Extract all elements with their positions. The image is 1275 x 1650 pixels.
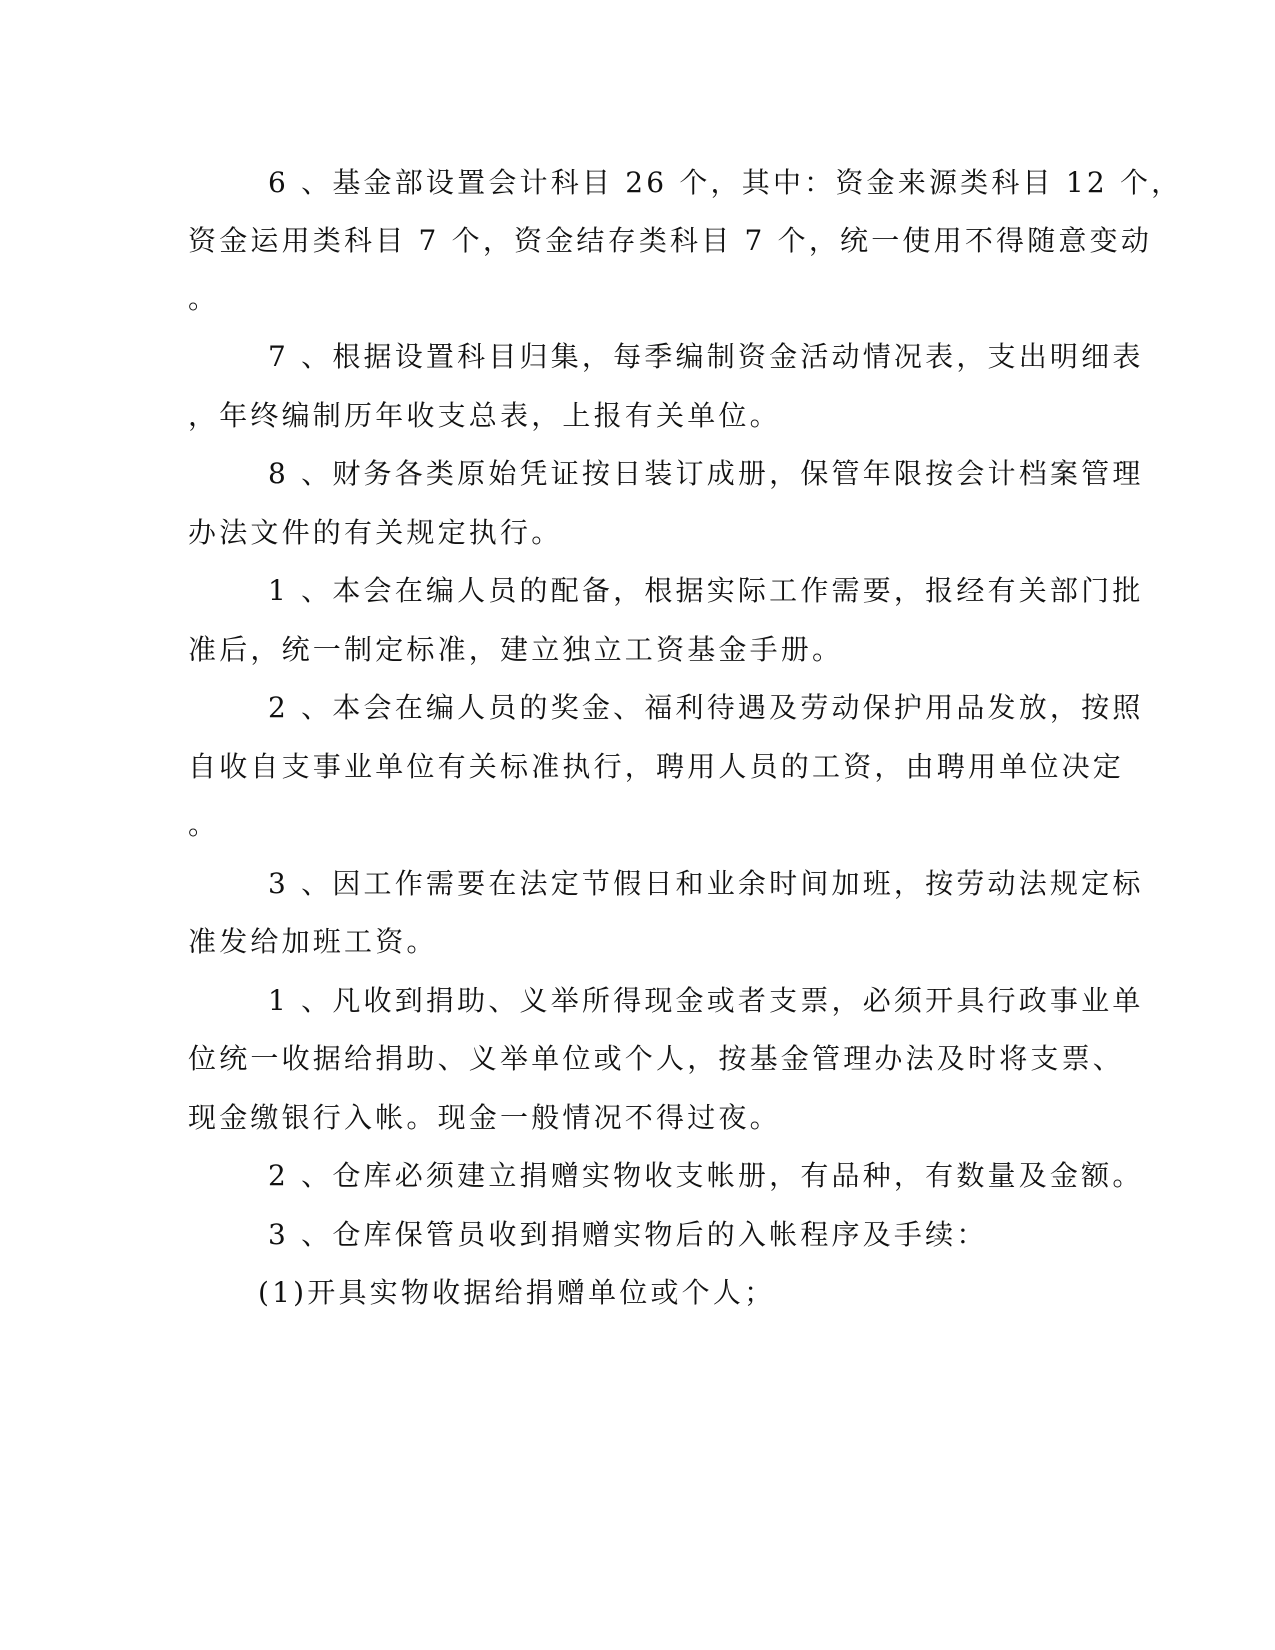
paragraph-line: 6 、基金部设置会计科目 26 个，其中：资金来源类科目 12 个， (268, 166, 1183, 199)
paragraph-line: 办法文件的有关规定执行。 (188, 516, 563, 549)
paragraph-line: 1 、本会在编人员的配备，根据实际工作需要，报经有关部门批 (268, 574, 1144, 607)
paragraph-line: 8 、财务各类原始凭证按日装订成册，保管年限按会计档案管理 (268, 457, 1144, 490)
paragraph-line: 7 、根据设置科目归集，每季编制资金活动情况表，支出明细表 (268, 340, 1144, 373)
paragraph-line: 自收自支事业单位有关标准执行，聘用人员的工资，由聘用单位决定 (188, 750, 1125, 783)
paragraph-line: 资金运用类科目 7 个，资金结存类科目 7 个，统一使用不得随意变动 (188, 224, 1153, 257)
paragraph-line: 。 (188, 282, 220, 315)
paragraph-line: 3 、因工作需要在法定节假日和业余时间加班，按劳动法规定标 (268, 867, 1144, 900)
paragraph-line: 2 、仓库必须建立捐赠实物收支帐册，有品种，有数量及金额。 (268, 1159, 1144, 1192)
paragraph-line: 3 、仓库保管员收到捐赠实物后的入帐程序及手续： (268, 1218, 988, 1251)
paragraph-line: 现金缴银行入帐。现金一般情况不得过夜。 (188, 1101, 781, 1134)
paragraph-line: 位统一收据给捐助、义举单位或个人，按基金管理办法及时将支票、 (188, 1042, 1125, 1075)
paragraph-line: 。 (188, 808, 220, 841)
paragraph-line: ，年终编制历年收支总表，上报有关单位。 (188, 399, 781, 432)
paragraph-line: 1 、凡收到捐助、义举所得现金或者支票，必须开具行政事业单 (268, 984, 1144, 1017)
paragraph-line: 准发给加班工资。 (188, 925, 438, 958)
paragraph-line: (1)开具实物收据给捐赠单位或个人； (258, 1276, 776, 1309)
paragraph-line: 准后，统一制定标准，建立独立工资基金手册。 (188, 633, 844, 666)
paragraph-line: 2 、本会在编人员的奖金、福利待遇及劳动保护用品发放，按照 (268, 691, 1144, 724)
